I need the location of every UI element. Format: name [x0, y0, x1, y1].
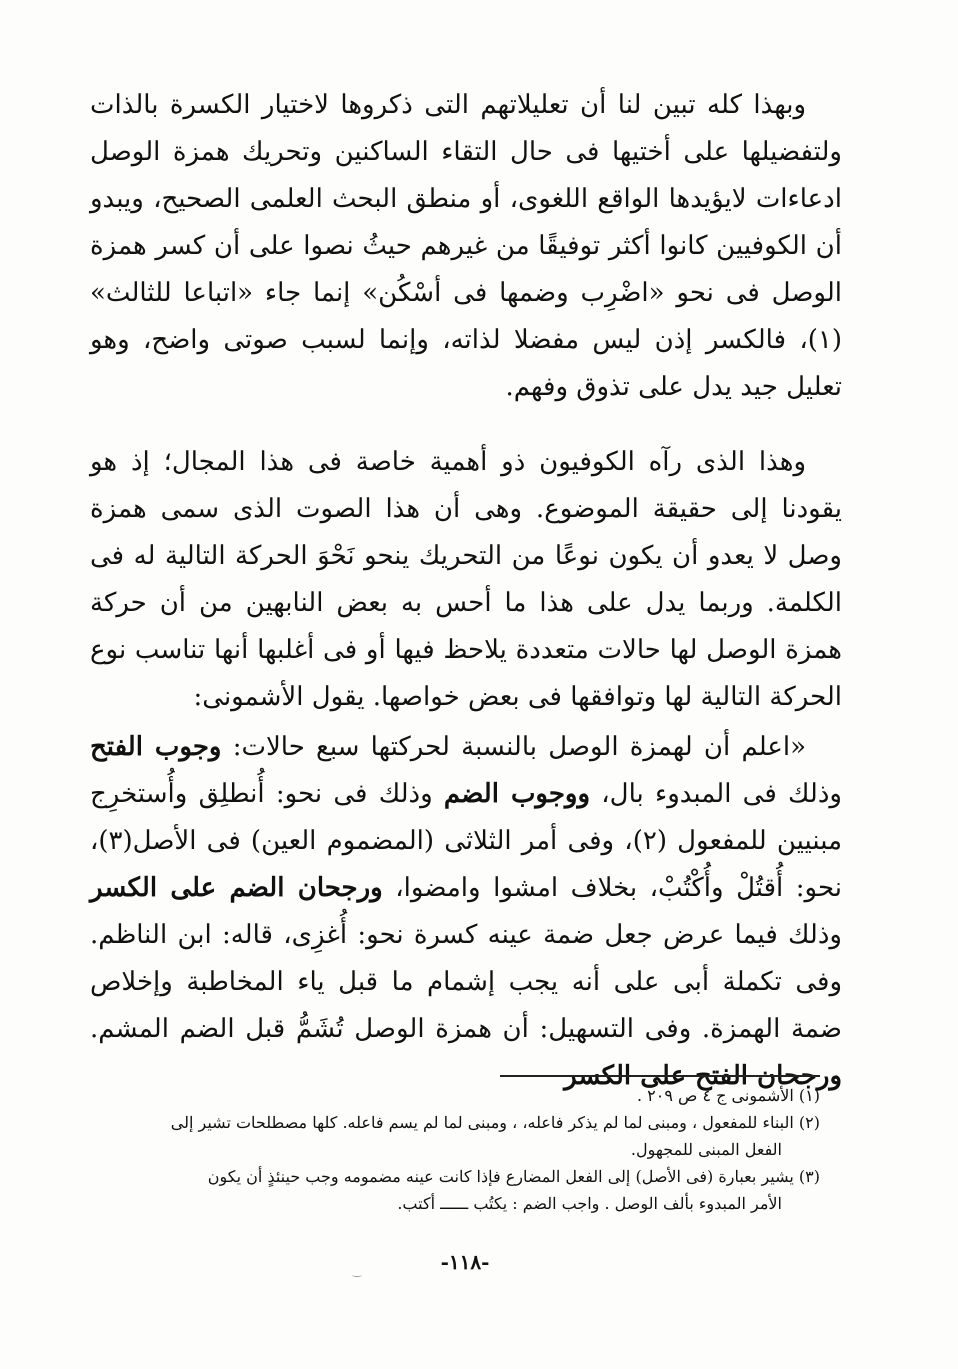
page-number: -١١٨-	[440, 1250, 490, 1274]
footnote-1: (١) الأشمونى ج ٤ ص ٢٠٩ .	[636, 1086, 820, 1105]
footnotes	[80, 1082, 820, 1217]
quote-bold-segment: ورجحان الضم على الكسر	[90, 873, 383, 903]
body-paragraph-2: وهذا الذى رآه الكوفيون ذو أهمية خاصة فى هذا المجال؛ إذ هو يقودنا إلى حقيقة الموضوع. وهى أن هذا الصوت الذى سمى همزة وصل لا يعدو أن يكون نوعًا من التحريك ينحو نَحْوَ الحركة التالية له فى الكلمة. وربما يدل على هذا ما أحس به بعض النابهين من أن حركة همزة الوصل لها حالات متعددة يلاحظ فيها أو فى أغلبها أنها تناسب نوع الحركة التالية لها وتوافقها فى بعض خواصها. يقول الأشمونى:	[90, 447, 842, 712]
footnote-divider	[500, 1075, 820, 1077]
footnote-3: (٣) يشير بعبارة (فى الأصل) إلى الفعل المضارع فإذا كانت عينه مضمومه وجب حينئذٍ أن يكون	[207, 1167, 820, 1186]
quote-bold-segment: وجوب الفتح	[90, 732, 222, 762]
footnote-3-continuation: الأمر المبدوء بألف الوصل . واجب الضم : يكتُب ــــــ أكتب.	[397, 1194, 782, 1213]
quote-bold-segment: ووجوب الضم	[443, 779, 591, 809]
quote-bold-segment: ورجحان الفتح على الكسر	[564, 1061, 842, 1091]
scan-speck	[352, 1273, 362, 1277]
quote-segment: وذلك فى المبدوء بال،	[590, 779, 842, 809]
quote-segment: وذلك فى نحو: أُنطلِق وأُستخرِج مبنيين للمفعول (٢)، وفى أمر الثلاثى (المضموم العين) فى الأصل(٣)، نحو: أُقتُلْ وأُكْتُبْ، بخلاف امشوا وامضوا،	[90, 779, 842, 903]
footnote-2-continuation: الفعل المبنى للمجهول.	[630, 1140, 782, 1159]
quote-segment: وذلك فيما عرض جعل ضمة عينه كسرة نحو: أُغزِى، قاله: ابن الناظم. وفى تكملة أبى على أنه يجب إشمام ما قبل ياء المخاطبة وإخلاص ضمة الهمزة. وفى التسهيل: أن همزة الوصل تُشَمُّ قبل الضم المشم.	[90, 920, 842, 1044]
body-paragraph-1: وبهذا كله تبين لنا أن تعليلاتهم التى ذكروها لاختيار الكسرة بالذات ولتفضيلها على أختيها فى حال التقاء الساكنين وتحريك همزة الوصل ادعاءات لايؤيدها الواقع اللغوى، أو منطق البحث العلمى الصحيح، ويبدو أن الكوفيين كانوا أكثر توفيقًا من غيرهم حيثُ نصوا على أن كسر همزة الوصل فى نحو «اضْرِب وضمها فى أسْكُن» إنما جاء «اتباعا للثالث» (١)، فالكسر إذن ليس مفضلا لذاته، وإنما لسبب صوتى واضح، وهو تعليل جيد يدل على تذوق وفهم.	[90, 90, 842, 402]
footnote-2: (٢) البناء للمفعول ، ومبنى لما لم يذكر فاعله، ، ومبنى لما لم يسم فاعله. كلها مصطلحات تشير إلى	[170, 1113, 820, 1132]
body-paragraph-3-quote	[90, 724, 842, 1100]
quote-segment: «اعلم أن لهمزة الوصل بالنسبة لحركتها سبع حالات:	[221, 732, 807, 762]
